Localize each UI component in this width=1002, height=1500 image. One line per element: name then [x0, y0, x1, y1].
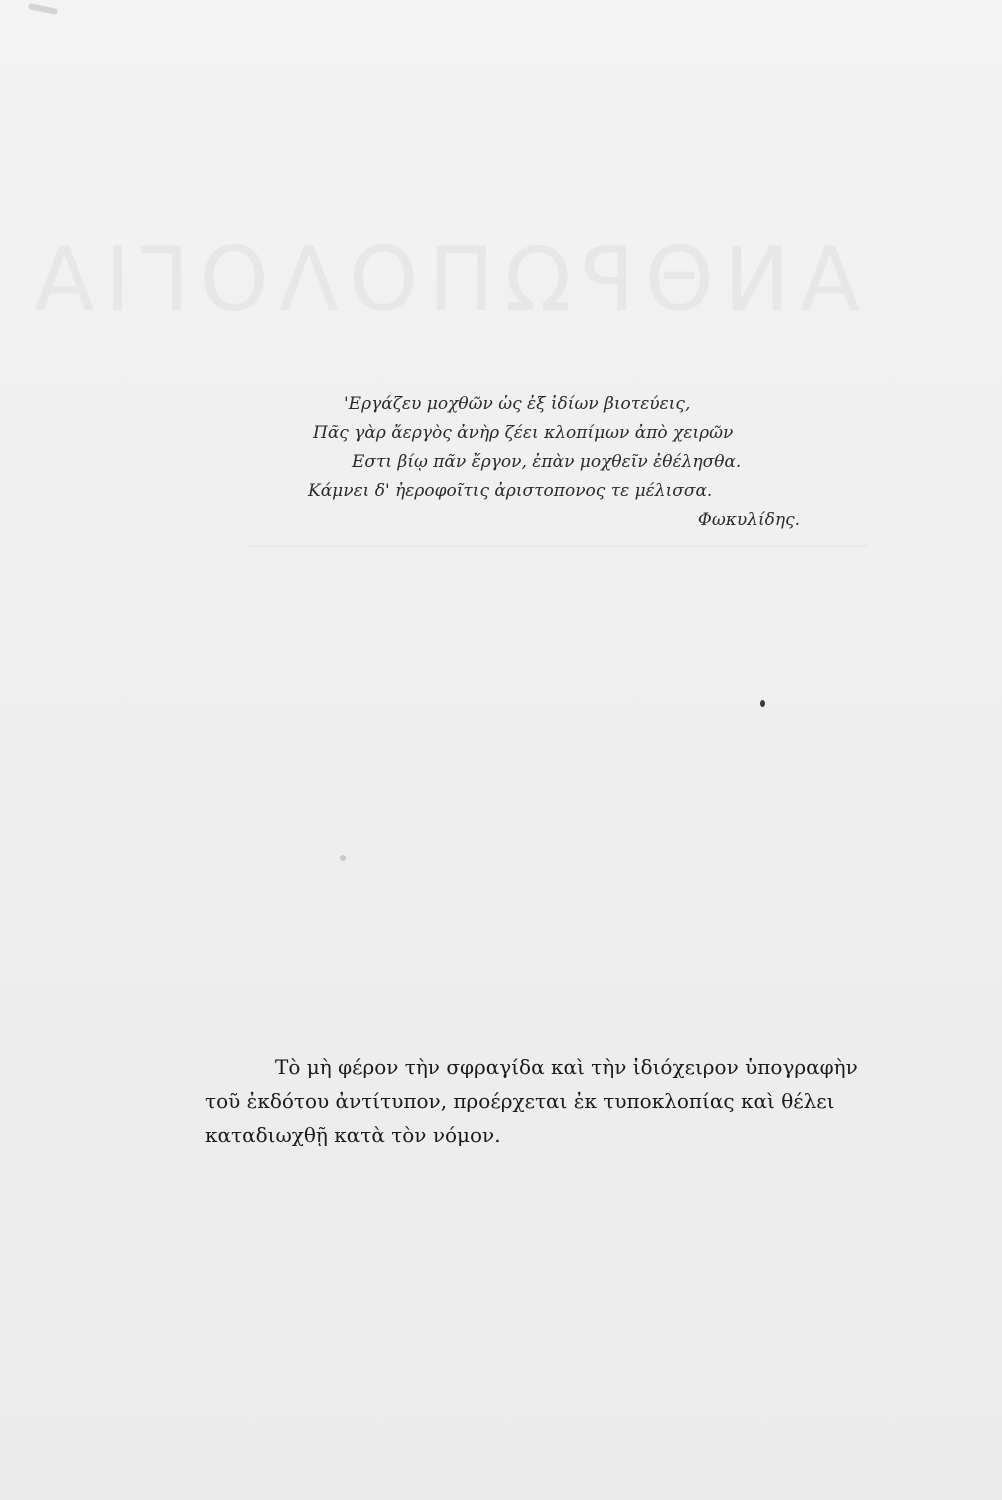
epigraph: [300, 390, 820, 535]
notice-line: καταδιωχθῇ κατὰ τὸν νόμον.: [205, 1123, 501, 1147]
epigraph-line: Εστι βίῳ πᾶν ἔργον, ἐπὰν μοχθεῖν ἐθέλησθα.: [352, 452, 742, 472]
notice-line: τοῦ ἐκδότου ἀντίτυπον, προέρχεται ἐκ τυποκλοπίας καὶ θέλει: [205, 1089, 835, 1113]
epigraph-line: 'Εργάζευ μοχθῶν ὡς ἐξ ἰδίων βιοτεύεις,: [344, 394, 691, 414]
ink-speck: [760, 700, 765, 707]
epigraph-line: Πᾶς γὰρ ἄεργὸς ἀνὴρ ζέει κλοπίμων ἀπὸ χειρῶν: [313, 423, 734, 443]
notice-line: Τὸ μὴ φέρον τὴν σφραγίδα καὶ τὴν ἰδιόχειρον ὑπογραφὴν: [275, 1055, 858, 1079]
copyright-notice: [205, 1050, 905, 1152]
page-stain: [28, 3, 59, 15]
show-through-rule: [248, 545, 868, 547]
show-through-title: ΑΝΘΡΩΠΟΛΟΓΙΑ: [24, 228, 860, 331]
epigraph-attribution: Φωκυλίδης.: [697, 510, 800, 530]
ink-speck: [340, 855, 346, 861]
epigraph-line: Κάμνει δ' ἠεροφοῖτις ἀριστοπονος τε μέλισσα.: [308, 481, 713, 501]
